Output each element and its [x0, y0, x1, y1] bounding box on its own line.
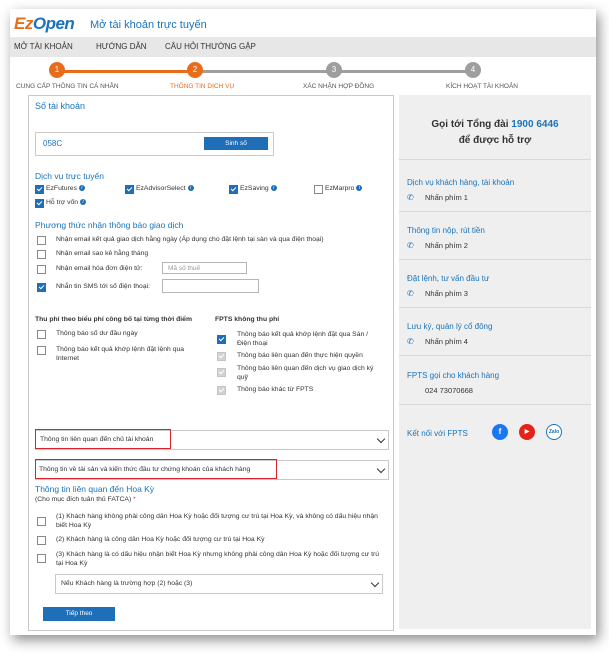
asset-info-label: Thông tin về tài sản và kiến thức đầu tư chứng khoán của khách hàng: [39, 466, 251, 473]
floor-match-checkbox[interactable]: [217, 335, 226, 344]
support-custody-sub[interactable]: ✆ Nhấn phím 4: [407, 337, 468, 346]
support-panel: [399, 95, 591, 629]
daily-email-label: Nhận email kết quả giao dịch hằng ngày (Áp dụng cho đặt lệnh tại sàn và qua điện thoại): [56, 236, 324, 243]
step-4-dot[interactable]: 4: [465, 62, 481, 78]
us-case-select-value: Nếu Khách hàng là trường hợp (2) hoặc (3): [61, 580, 193, 587]
support-custody-title: Lưu ký, quản lý cổ đông: [407, 322, 493, 331]
nav-guide[interactable]: HƯỚNG DẪN: [96, 42, 147, 51]
divider: [399, 211, 591, 212]
us-option-1-label: (1) Khách hàng không phải công dân Hoa Kỳ hoặc đối tượng cư trú tại Hoa Kỳ, và không có dấu hiệu nhận biết Hoa Kỳ: [56, 513, 378, 529]
step-1-label: CUNG CẤP THÔNG TIN CÁ NHÂN: [16, 83, 119, 90]
support-order-title: Đặt lệnh, tư vấn đầu tư: [407, 274, 490, 283]
facebook-icon[interactable]: f: [492, 424, 508, 440]
phone-icon: ✆: [407, 193, 414, 202]
hotline-text: Gọi tới Tổng đài 1900 6446: [431, 119, 559, 130]
logo[interactable]: [14, 14, 74, 34]
online-services-title: Dịch vụ trực tuyến: [35, 171, 104, 181]
us-info-title: Thông tin liên quan đến Hoa Kỳ: [35, 484, 155, 494]
rights-checkbox: [217, 352, 226, 361]
header: [10, 9, 596, 37]
floor-match-label: Thông báo kết quả khớp lệnh đặt qua Sàn / Điện thoại: [237, 331, 369, 347]
us-option-3-checkbox[interactable]: [37, 554, 46, 563]
ezmarpro-label: EzMarpro i: [325, 184, 362, 193]
owner-info-label: Thông tin liên quan đến chủ tài khoản: [40, 436, 154, 443]
divider: [399, 404, 591, 405]
notification-title: Phương thức nhận thông báo giao dịch: [35, 220, 184, 230]
rights-label: Thông báo liên quan đến thực hiện quyền: [237, 352, 363, 359]
margin-checkbox: [217, 368, 226, 377]
connect-label: Kết nối với FPTS: [407, 429, 468, 438]
info-icon[interactable]: i: [188, 185, 194, 191]
nav-faq[interactable]: CÂU HỎI THƯỜNG GẶP: [165, 42, 256, 51]
fatca-subtitle: (Cho mục đích tuân thủ FATCA) *: [35, 496, 136, 503]
us-case-select[interactable]: [55, 574, 383, 594]
step-3-dot[interactable]: 3: [326, 62, 342, 78]
capital-support-checkbox[interactable]: [35, 199, 44, 208]
support-account-title: Dịch vụ khách hàng, tài khoản: [407, 178, 515, 187]
divider: [399, 159, 591, 160]
tax-code-input[interactable]: Mã số thuế: [162, 262, 247, 274]
account-number-title: Số tài khoản: [35, 101, 86, 111]
e-invoice-checkbox[interactable]: [37, 265, 46, 274]
support-callback-title: FPTS gọi cho khách hàng: [407, 371, 500, 380]
support-callback-sub: 024 73070668: [425, 386, 473, 395]
opening-balance-label: Thông báo số dư đầu ngày: [56, 330, 138, 337]
step-2-label: THÔNG TIN DỊCH VỤ: [170, 83, 235, 90]
info-icon[interactable]: i: [356, 185, 362, 191]
zalo-icon[interactable]: Zalo: [546, 424, 562, 440]
other-notice-label: Thông báo khác từ FPTS: [237, 386, 314, 393]
margin-label: Thông báo liên quan đến dịch vụ giao dịch ký quỹ: [237, 365, 374, 381]
other-notice-checkbox: [217, 386, 226, 395]
service-form: [28, 95, 394, 631]
ezadvisorselect-label: EzAdvisorSelect i: [136, 184, 194, 193]
sms-checkbox[interactable]: [37, 283, 46, 292]
fee-free-title: FPTS không thu phí: [215, 316, 280, 323]
support-cash-title: Thông tin nộp, rút tiền: [407, 226, 485, 235]
capital-support-label: Hỗ trợ vốn i: [46, 198, 86, 207]
app-window: [10, 9, 596, 635]
phone-icon: ✆: [407, 289, 414, 298]
phone-icon: ✆: [407, 337, 414, 346]
chevron-down-icon: [371, 579, 379, 587]
divider: [399, 307, 591, 308]
youtube-icon[interactable]: ▶: [519, 424, 535, 440]
ezfutures-label: EzFutures i: [46, 184, 85, 193]
step-4-label: KÍCH HOẠT TÀI KHOẢN: [446, 83, 518, 90]
stepper: [10, 59, 596, 95]
ezsaving-checkbox[interactable]: [229, 185, 238, 194]
top-nav: [10, 37, 596, 57]
ezfutures-checkbox[interactable]: [35, 185, 44, 194]
generate-number-button[interactable]: Sinh số: [204, 137, 268, 150]
step-3-label: XÁC NHẬN HỢP ĐỒNG: [303, 83, 375, 90]
phone-icon: ✆: [407, 241, 414, 250]
page-title: Mở tài khoản trực tuyến: [90, 19, 207, 31]
nav-open-account[interactable]: MỞ TÀI KHOẢN: [14, 42, 73, 51]
daily-email-checkbox[interactable]: [37, 236, 46, 245]
continue-button[interactable]: Tiếp theo: [43, 607, 115, 621]
info-icon[interactable]: i: [80, 199, 86, 205]
social-links: [492, 424, 572, 440]
step-2-dot[interactable]: 2: [187, 62, 203, 78]
internet-match-checkbox[interactable]: [37, 346, 46, 355]
us-option-1-checkbox[interactable]: [37, 517, 46, 526]
info-icon[interactable]: i: [271, 185, 277, 191]
logo-open: Open: [32, 14, 75, 33]
opening-balance-checkbox[interactable]: [37, 330, 46, 339]
step-track-done: [57, 70, 195, 73]
divider: [399, 259, 591, 260]
phone-input[interactable]: [162, 279, 259, 293]
fee-paid-title: Thu phí theo biểu phí công bố tại từng thời điểm: [35, 316, 193, 323]
divider: [399, 355, 591, 356]
e-invoice-label: Nhận email hóa đơn điện tử:: [56, 265, 143, 272]
support-cash-sub[interactable]: ✆ Nhấn phím 2: [407, 241, 468, 250]
account-number-field[interactable]: [35, 132, 274, 156]
us-option-2-label: (2) Khách hàng là công dân Hoa Kỳ hoặc đối tượng cư trú tại Hoa Kỳ: [56, 536, 265, 543]
us-option-3-label: (3) Khách hàng là có dấu hiệu nhận biết Hoa Kỳ nhưng không phải công dân Hoa Kỳ hoặc đối tượng cư trú tại Hoa Kỳ: [56, 551, 380, 567]
ezsaving-label: EzSaving i: [240, 184, 277, 193]
us-option-2-checkbox[interactable]: [37, 536, 46, 545]
logo-ez: Ez: [14, 14, 33, 33]
sms-label: Nhắn tin SMS tới số điện thoại:: [56, 283, 150, 290]
internet-match-label: Thông báo kết quả khớp lệnh đặt lệnh qua Internet: [56, 346, 185, 362]
monthly-email-checkbox[interactable]: [37, 250, 46, 259]
support-order-sub[interactable]: ✆ Nhấn phím 3: [407, 289, 468, 298]
account-number-value: 058C: [43, 139, 63, 148]
step-1-dot[interactable]: 1: [49, 62, 65, 78]
support-account-sub[interactable]: ✆ Nhấn phím 1: [407, 193, 468, 202]
chevron-down-icon: [377, 465, 385, 473]
ezmarpro-checkbox[interactable]: [314, 185, 323, 194]
hotline-subtext: để được hỗ trợ: [458, 135, 532, 146]
monthly-email-label: Nhận email sao kê hằng tháng: [56, 250, 149, 257]
info-icon[interactable]: i: [79, 185, 85, 191]
ezadvisorselect-checkbox[interactable]: [125, 185, 134, 194]
chevron-down-icon: [377, 435, 385, 443]
